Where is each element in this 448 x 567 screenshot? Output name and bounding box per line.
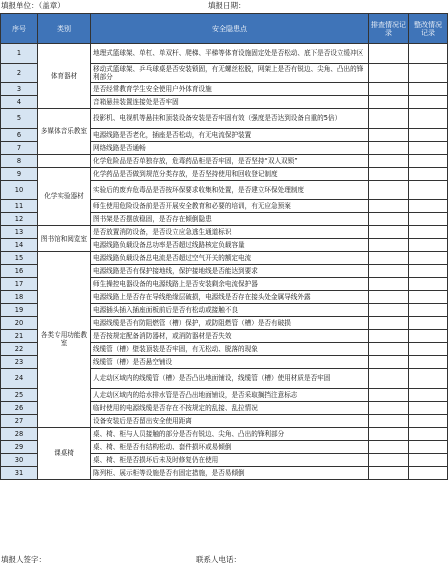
check-record-cell[interactable] xyxy=(369,63,409,83)
category-cell: 化学实验器材 xyxy=(38,167,91,226)
check-record-cell[interactable] xyxy=(369,239,409,252)
fix-record-cell[interactable] xyxy=(409,44,448,64)
col-header-check: 排查情况记录 xyxy=(369,14,409,44)
hazard-item-text: 桌、椅、柜与人员接触的部分是否有锐边、尖角、凸出的锋利部分 xyxy=(91,427,369,440)
row-number: 17 xyxy=(1,278,38,291)
table-row xyxy=(1,154,448,167)
col-header-category: 类别 xyxy=(38,14,91,44)
row-number: 28 xyxy=(1,427,38,440)
hazard-item-text: 线缆管（槽）是否悬空铺设 xyxy=(91,356,369,369)
check-record-cell[interactable] xyxy=(369,466,409,479)
table-row xyxy=(1,427,448,440)
hazard-item-text: 电源线路负载设备总电流是否超过空气开关的额定电流 xyxy=(91,252,369,265)
hazard-item-text: 电源插头插入插座面板前后是否有松动或接触不良 xyxy=(91,304,369,317)
hazard-item-text: 电源线路是否老化，插座是否松动，有无电流保护装置 xyxy=(91,128,369,141)
row-number: 21 xyxy=(1,330,38,343)
row-number: 14 xyxy=(1,239,38,252)
fix-record-cell[interactable] xyxy=(409,304,448,317)
fix-record-cell[interactable] xyxy=(409,388,448,401)
date-label: 填报日期： xyxy=(208,1,246,10)
check-record-cell[interactable] xyxy=(369,369,409,389)
fix-record-cell[interactable] xyxy=(409,226,448,239)
row-number: 6 xyxy=(1,128,38,141)
form-header xyxy=(0,0,448,12)
hazard-item-text: 师生使用危险设备前是否开展安全教育和必要的培训，有无应急预案 xyxy=(91,200,369,213)
row-number: 20 xyxy=(1,317,38,330)
row-number: 27 xyxy=(1,414,38,427)
fix-record-cell[interactable] xyxy=(409,96,448,109)
table-row xyxy=(1,252,448,265)
fix-record-cell[interactable] xyxy=(409,200,448,213)
check-record-cell[interactable] xyxy=(369,265,409,278)
fix-record-cell[interactable] xyxy=(409,427,448,440)
hazard-item-text: 设备安装后是否留出安全使用距离 xyxy=(91,414,369,427)
row-number: 2 xyxy=(1,63,38,83)
check-record-cell[interactable] xyxy=(369,180,409,200)
fix-record-cell[interactable] xyxy=(409,167,448,180)
check-record-cell[interactable] xyxy=(369,226,409,239)
hazard-item-text: 是否放置消防设备，是否设立应急逃生通道标识 xyxy=(91,226,369,239)
fix-record-cell[interactable] xyxy=(409,466,448,479)
row-number: 31 xyxy=(1,466,38,479)
check-record-cell[interactable] xyxy=(369,128,409,141)
fix-record-cell[interactable] xyxy=(409,109,448,129)
fix-record-cell[interactable] xyxy=(409,291,448,304)
hazard-item-text: 投影机、电视机等悬挂和顶装设备安装是否牢固有效（强度是否达到设备自重的5倍） xyxy=(91,109,369,129)
form-footer xyxy=(0,553,448,567)
row-number: 4 xyxy=(1,96,38,109)
check-record-cell[interactable] xyxy=(369,44,409,64)
fix-record-cell[interactable] xyxy=(409,141,448,154)
fix-record-cell[interactable] xyxy=(409,414,448,427)
fix-record-cell[interactable] xyxy=(409,180,448,200)
hazard-item-text: 线缆管（槽）壁装顶装是否牢固，有无松动、脱落的现象 xyxy=(91,343,369,356)
row-number: 29 xyxy=(1,440,38,453)
table-row xyxy=(1,226,448,239)
fix-record-cell[interactable] xyxy=(409,128,448,141)
fix-record-cell[interactable] xyxy=(409,154,448,167)
check-record-cell[interactable] xyxy=(369,317,409,330)
row-number: 25 xyxy=(1,388,38,401)
row-number: 22 xyxy=(1,343,38,356)
hazard-item-text: 人走动区域内的给水排水管是否凸出地面铺设，是否采取搁挡注意标志 xyxy=(91,388,369,401)
col-header-num: 序号 xyxy=(1,14,38,44)
hazard-item-text: 电源线路是否有保护接地线，保护接地线是否能达到要求 xyxy=(91,265,369,278)
category-cell: 图书馆和阅览室 xyxy=(38,226,91,252)
fix-record-cell[interactable] xyxy=(409,356,448,369)
row-number: 5 xyxy=(1,109,38,129)
fix-record-cell[interactable] xyxy=(409,343,448,356)
row-number: 1 xyxy=(1,44,38,64)
hazard-item-text: 图书架是否摆放稳固，是否存在倾倒隐患 xyxy=(91,213,369,226)
check-record-cell[interactable] xyxy=(369,167,409,180)
fix-record-cell[interactable] xyxy=(409,369,448,389)
table-row xyxy=(1,44,448,64)
fix-record-cell[interactable] xyxy=(409,440,448,453)
row-number: 13 xyxy=(1,226,38,239)
check-record-cell[interactable] xyxy=(369,291,409,304)
check-record-cell[interactable] xyxy=(369,453,409,466)
col-header-item: 安全隐患点 xyxy=(91,14,369,44)
check-record-cell[interactable] xyxy=(369,252,409,265)
category-cell: 体育器材 xyxy=(38,44,91,109)
unit-label: 填报单位：（盖章） xyxy=(1,1,65,10)
check-record-cell[interactable] xyxy=(369,388,409,401)
hazard-item-text: 化学危险品是否单独存放，危毒药品柜是否牢固，是否坚持“双人双锁” xyxy=(91,154,369,167)
fix-record-cell[interactable] xyxy=(409,252,448,265)
category-cell: 课桌椅 xyxy=(38,427,91,479)
hazard-item-text: 电源线路上是否存在导线绝缘层破损，电源线是否存在接头处金属导线外露 xyxy=(91,291,369,304)
hazard-item-text: 是否经常教育学生安全使用户外体育设施 xyxy=(91,83,369,96)
table-row xyxy=(1,167,448,180)
check-record-cell[interactable] xyxy=(369,356,409,369)
fix-record-cell[interactable] xyxy=(409,330,448,343)
hazard-item-text: 临时使用的电源线缆是否存在不按规定的乱接、乱拉情况 xyxy=(91,401,369,414)
hazard-item-text: 人走动区域内的线缆管（槽）是否凸出地面铺设，线缆管（槽）使用材质是否牢固 xyxy=(91,369,369,389)
row-number: 3 xyxy=(1,83,38,96)
hazard-item-text: 音箱悬挂装置连接处是否牢固 xyxy=(91,96,369,109)
row-number: 12 xyxy=(1,213,38,226)
hazard-item-text: 地理式篮球架、单杠、单双杆、爬梯、平梯等体育设施固定处是否松动、底下是否设立缓冲区 xyxy=(91,44,369,64)
category-cell xyxy=(38,154,91,167)
hazard-item-text: 网络线路是否通畅 xyxy=(91,141,369,154)
check-record-cell[interactable] xyxy=(369,343,409,356)
check-record-cell[interactable] xyxy=(369,414,409,427)
check-record-cell[interactable] xyxy=(369,154,409,167)
row-number: 8 xyxy=(1,154,38,167)
fix-record-cell[interactable] xyxy=(409,453,448,466)
fix-record-cell[interactable] xyxy=(409,278,448,291)
fix-record-cell[interactable] xyxy=(409,401,448,414)
col-header-fix: 整改情况记录 xyxy=(409,14,448,44)
check-record-cell[interactable] xyxy=(369,330,409,343)
hazard-item-text: 电源线路负载设备总功率是否超过线路核定负载容量 xyxy=(91,239,369,252)
hazard-item-text: 师生操控电器设备的电源线路上是否安装剩余电流保护器 xyxy=(91,278,369,291)
hazard-item-text: 移动式篮球架、乒乓球桌是否安装锁固，有无螺丝松脱，网架上是否有锐边、尖角、凸出的锋利部分 xyxy=(91,63,369,83)
category-cell: 多媒体音乐教室 xyxy=(38,109,91,155)
row-number: 16 xyxy=(1,265,38,278)
hazard-item-text: 化学药品是否做到规范分类存放，是否坚持使用和回收登记制度 xyxy=(91,167,369,180)
fix-record-cell[interactable] xyxy=(409,213,448,226)
table-header-row xyxy=(1,14,448,44)
signer-label: 填报人签字： xyxy=(1,555,46,564)
hazard-item-text: 桌、椅、柜是否有结构松动、套件损坏或易倾倒 xyxy=(91,440,369,453)
category-cell: 各类专用功能教室 xyxy=(38,252,91,428)
check-record-cell[interactable] xyxy=(369,213,409,226)
fix-record-cell[interactable] xyxy=(409,63,448,83)
fix-record-cell[interactable] xyxy=(409,239,448,252)
check-record-cell[interactable] xyxy=(369,440,409,453)
hazard-item-text: 陈列柜、展示柜等设施是否有固定措施，是否易倾倒 xyxy=(91,466,369,479)
hazard-item-text: 实验后的废弃危毒品是否按环保要求收集和处置，是否建立环保处理制度 xyxy=(91,180,369,200)
row-number: 15 xyxy=(1,252,38,265)
check-record-cell[interactable] xyxy=(369,278,409,291)
fix-record-cell[interactable] xyxy=(409,265,448,278)
check-record-cell[interactable] xyxy=(369,427,409,440)
row-number: 19 xyxy=(1,304,38,317)
row-number: 10 xyxy=(1,180,38,200)
check-record-cell[interactable] xyxy=(369,200,409,213)
row-number: 11 xyxy=(1,200,38,213)
row-number: 26 xyxy=(1,401,38,414)
check-record-cell[interactable] xyxy=(369,401,409,414)
check-record-cell[interactable] xyxy=(369,141,409,154)
fix-record-cell[interactable] xyxy=(409,317,448,330)
hazard-item-text: 桌、椅、柜是否损坏后未及时修复仍在使用 xyxy=(91,453,369,466)
check-record-cell[interactable] xyxy=(369,304,409,317)
check-record-cell[interactable] xyxy=(369,96,409,109)
row-number: 7 xyxy=(1,141,38,154)
row-number: 24 xyxy=(1,369,38,389)
hazard-table xyxy=(0,13,448,480)
row-number: 9 xyxy=(1,167,38,180)
hazard-item-text: 是否按规定配备消防器材，或消防器材是否失效 xyxy=(91,330,369,343)
table-body xyxy=(1,44,448,480)
row-number: 30 xyxy=(1,453,38,466)
check-record-cell[interactable] xyxy=(369,83,409,96)
phone-label: 联系人电话： xyxy=(196,555,241,564)
check-record-cell[interactable] xyxy=(369,109,409,129)
row-number: 23 xyxy=(1,356,38,369)
table-row xyxy=(1,109,448,129)
fix-record-cell[interactable] xyxy=(409,83,448,96)
hazard-item-text: 电源线缆是否有防阻燃管（槽）保护，或防阻燃管（槽）是否有破损 xyxy=(91,317,369,330)
row-number: 18 xyxy=(1,291,38,304)
